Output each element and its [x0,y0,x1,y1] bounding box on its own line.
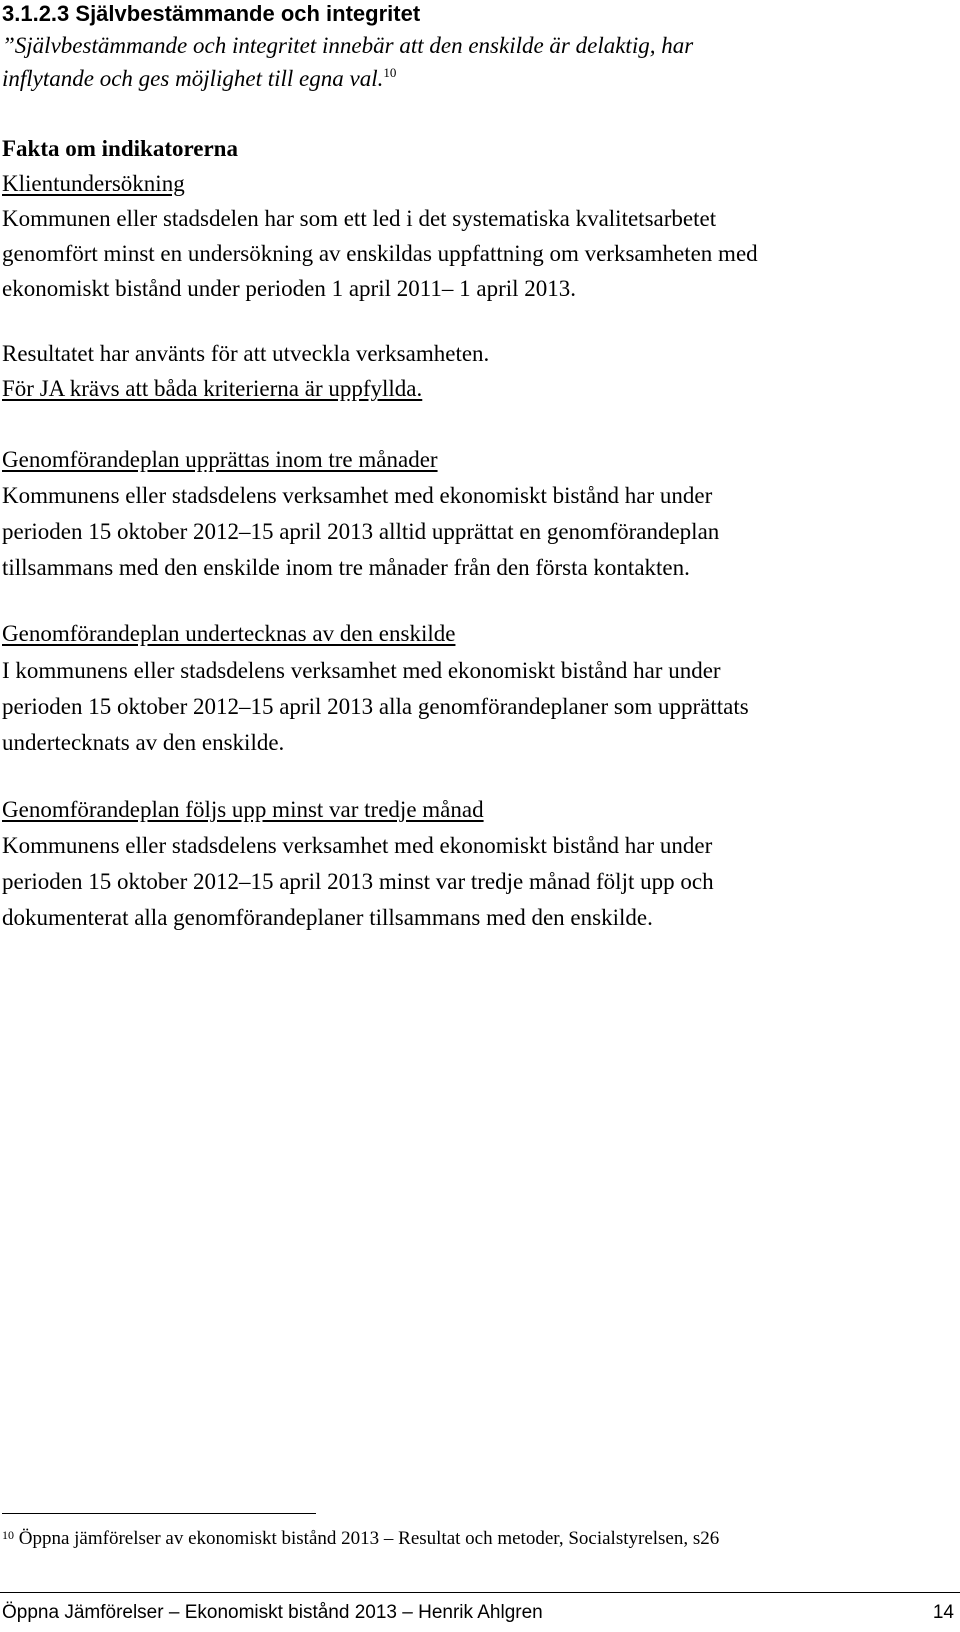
block-line: perioden 15 oktober 2012–15 april 2013 alla genomförandeplaner som upprättats [2,694,749,719]
footer-text: Öppna Jämförelser – Ekonomiskt bistånd 2013 – Henrik Ahlgren [2,1602,543,1623]
footnote-text: Öppna jämförelser av ekonomiskt bistånd 2013 – Resultat och metoder, Socialstyrelsen, s26 [18,1528,720,1549]
footnote-ref: 10 [383,65,397,80]
footnote [2,1526,719,1552]
page-number: 14 [932,1602,954,1623]
block-line: perioden 15 oktober 2012–15 april 2013 minst var tredje månad följt upp och [2,869,714,894]
block-heading-plan-upprattas: Genomförandeplan upprättas inom tre månader [2,447,438,472]
section-heading: 3.1.2.3 Självbestämmande och integritet [2,1,421,26]
quote-line-2-text: inflytande och ges möjlighet till egna val. [2,66,384,91]
block-heading-plan-foljs-upp: Genomförandeplan följs upp minst var tredje månad [2,797,484,822]
block-line: I kommunens eller stadsdelens verksamhet med ekonomiskt bistånd har under [2,658,721,683]
block-line: ekonomiskt bistånd under perioden 1 april 2011– 1 april 2013. [2,276,577,301]
block-line: undertecknats av den enskilde. [2,730,285,755]
quote-line-1: ”Självbestämmande och integritet innebär att den enskilde är delaktig, har [2,33,694,58]
facts-title: Fakta om indikatorerna [2,136,238,161]
block-line: dokumenterat alla genomförandeplaner tillsammans med den enskilde. [2,905,653,930]
block-line: Resultatet har använts för att utveckla verksamheten. [2,341,490,366]
block-line: Kommunen eller stadsdelen har som ett led i det systematiska kvalitetsarbetet [2,206,717,231]
block-line: genomfört minst en undersökning av enskildas uppfattning om verksamheten med [2,241,758,266]
block-heading-klientundersokning: Klientundersökning [2,171,185,196]
block-heading-plan-undertecknas: Genomförandeplan undertecknas av den enskilde [2,621,456,646]
criteria-note: För JA krävs att båda kriterierna är uppfyllda. [2,376,423,401]
block-line: Kommunens eller stadsdelens verksamhet med ekonomiskt bistånd har under [2,483,713,508]
quote-line-2 [2,64,396,94]
block-line: perioden 15 oktober 2012–15 april 2013 alltid upprättat en genomförandeplan [2,519,720,544]
block-line: Kommunens eller stadsdelens verksamhet med ekonomiskt bistånd har under [2,833,713,858]
block-line: tillsammans med den enskilde inom tre månader från den första kontakten. [2,555,690,580]
footer-divider [0,1592,960,1593]
footnote-number: 10 [2,1528,14,1542]
footnote-divider [2,1513,316,1514]
